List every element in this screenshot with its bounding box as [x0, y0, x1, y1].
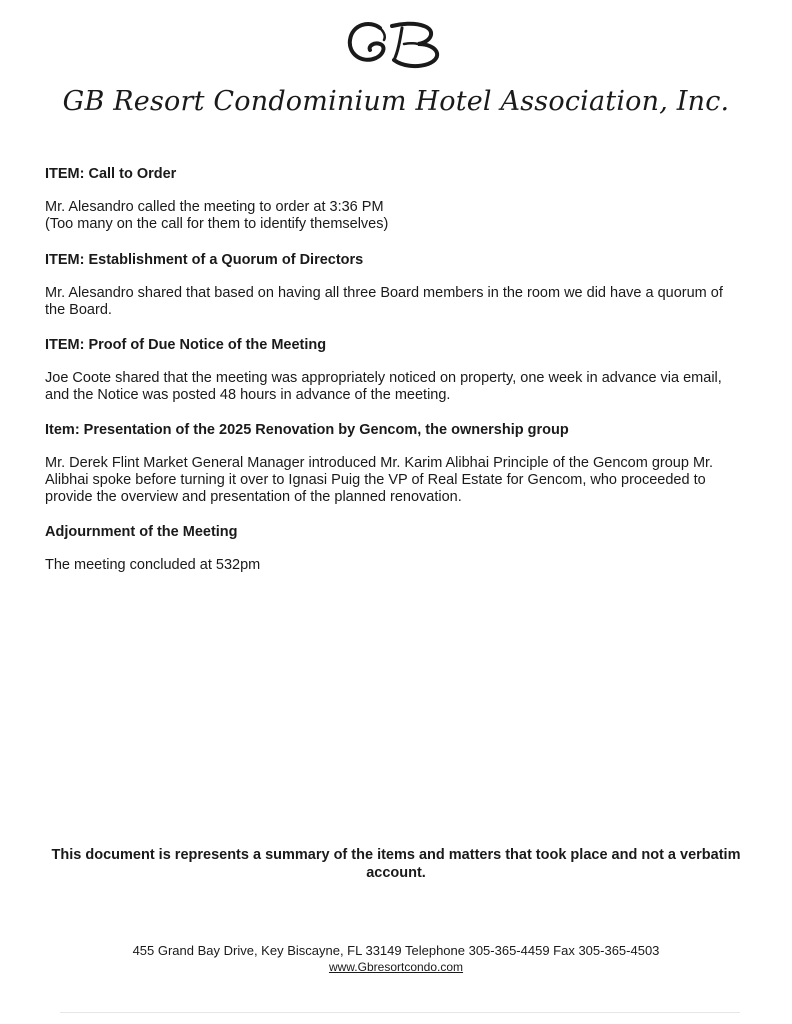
gb-monogram-logo [340, 14, 450, 74]
item-heading: ITEM: Call to Order [45, 166, 177, 182]
website-link[interactable]: www.Gbresortcondo.com [328, 960, 464, 974]
item-body: Mr. Derek Flint Market General Manager introduced Mr. Karim Alibhai Principle of the Gencom group Mr. Alibhai spoke before turning it over to Ignasi Puig the VP of Real Estate for Gencom, who proceeded to provide the overview and presentation of the planned renovation. [45, 455, 714, 505]
item-heading: ITEM: Proof of Due Notice of the Meeting [45, 337, 327, 353]
contact-footer [40, 943, 752, 975]
item-body: Mr. Alesandro shared that based on having all three Board members in the room we did have a quorum of the Board. [45, 285, 723, 318]
item-heading: Item: Presentation of the 2025 Renovation by Gencom, the ownership group [45, 422, 569, 438]
item-body [45, 199, 745, 233]
meeting-minutes [45, 166, 745, 592]
item-line: (Too many on the call for them to identify themselves) [45, 216, 389, 232]
item-adjournment [45, 524, 745, 574]
item-line: Mr. Alesandro called the meeting to order at 3:36 PM [45, 199, 384, 215]
item-call-to-order [45, 166, 745, 233]
item-body: Joe Coote shared that the meeting was appropriately noticed on property, one week in advance via email, and the Notice was posted 48 hours in advance of the meeting. [45, 370, 722, 403]
page-divider [60, 1012, 740, 1013]
item-renovation-presentation [45, 422, 745, 506]
item-due-notice [45, 337, 745, 404]
summary-disclaimer: This document is represents a summary of the items and matters that took place and not a verbatim account. [51, 847, 741, 881]
item-heading: ITEM: Establishment of a Quorum of Directors [45, 252, 364, 268]
organization-name: GB Resort Condominium Hotel Association, Inc. [62, 86, 730, 117]
item-body: The meeting concluded at 532pm [45, 557, 261, 573]
item-quorum [45, 252, 745, 319]
item-heading: Adjournment of the Meeting [45, 524, 238, 540]
address-line: 455 Grand Bay Drive, Key Biscayne, FL 33149 Telephone 305-365-4459 Fax 305-365-4503 [132, 943, 660, 958]
